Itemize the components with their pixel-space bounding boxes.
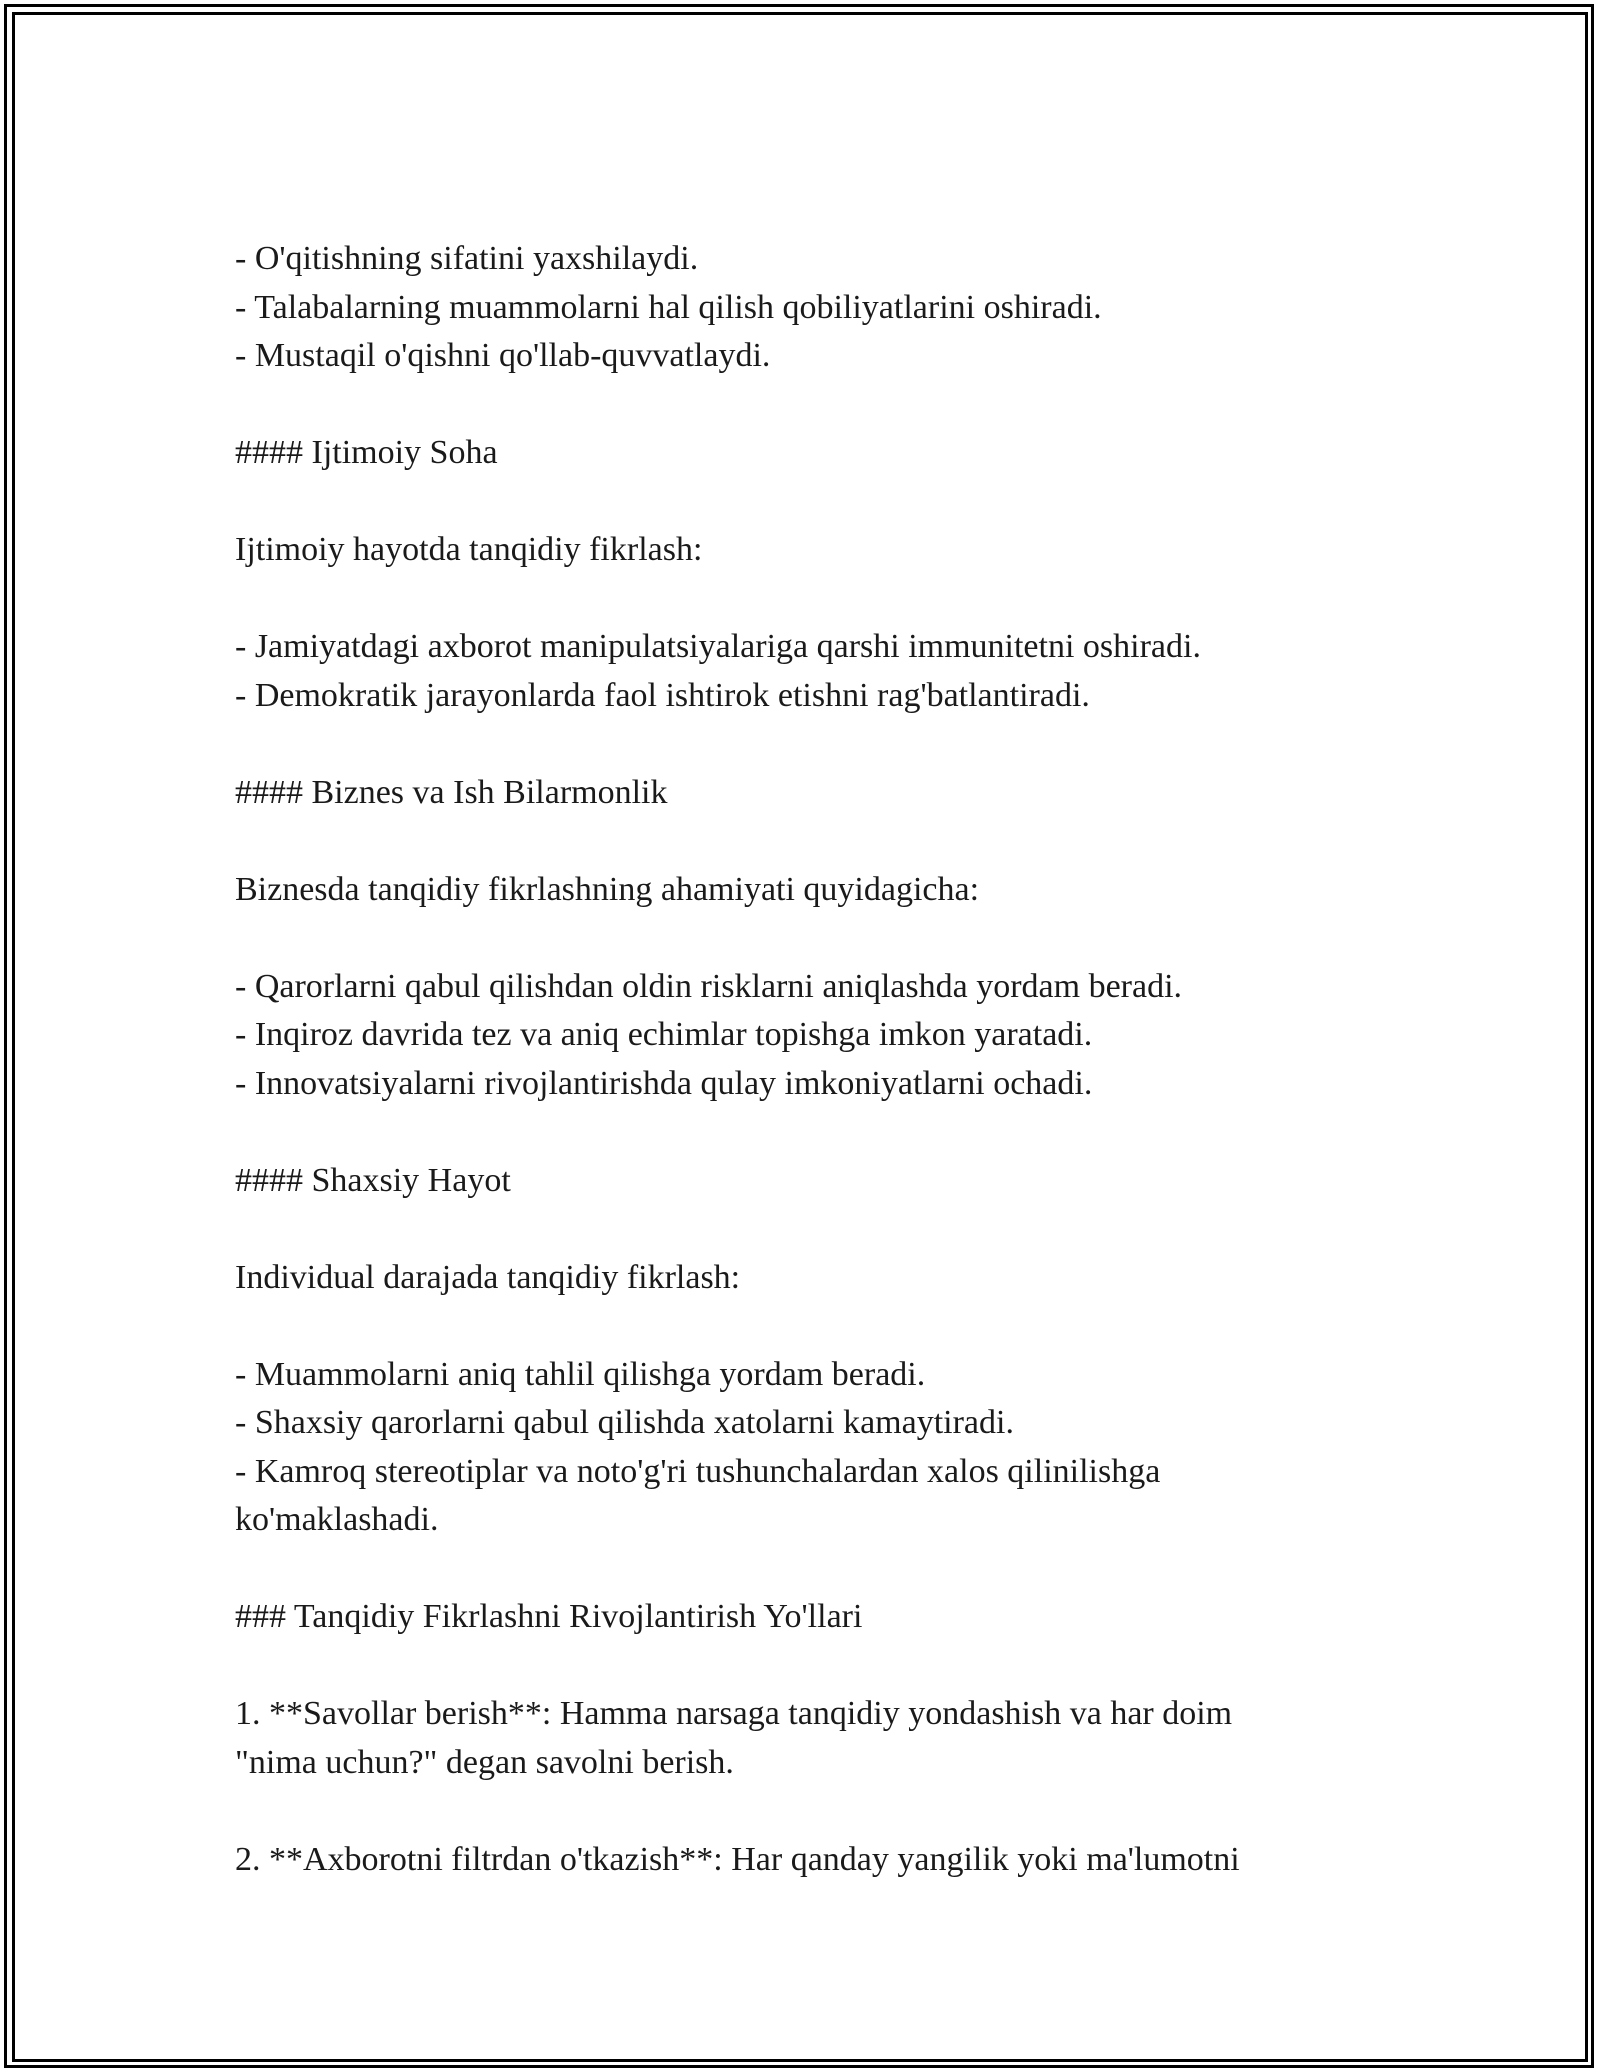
section-heading: #### Biznes va Ish Bilarmonlik xyxy=(235,773,668,811)
blank-line xyxy=(235,1205,1375,1254)
blank-line xyxy=(235,1302,1375,1351)
blank-line xyxy=(235,575,1375,624)
blank-line xyxy=(235,720,1375,769)
bullet-line: - Demokratik jarayonlarda faol ishtirok etishni rag'batlantiradi. xyxy=(235,676,1090,714)
bullet-line: - Qarorlarni qabul qilishdan oldin risklarni aniqlashda yordam beradi. xyxy=(235,967,1183,1005)
bullet-line-continuation: ko'maklashadi. xyxy=(235,1501,439,1538)
section-heading: #### Shaxsiy Hayot xyxy=(235,1161,511,1199)
bullet-line: - Inqiroz davrida tez va aniq echimlar topishga imkon yaratadi. xyxy=(235,1016,1093,1053)
blank-line xyxy=(235,1787,1375,1836)
blank-line xyxy=(235,1642,1375,1691)
section-heading: ### Tanqidiy Fikrlashni Rivojlantirish Yo'llari xyxy=(235,1598,863,1635)
bullet-line: - Jamiyatdagi axborot manipulatsiyalariga qarshi immunitetni oshiradi. xyxy=(235,628,1201,665)
paragraph: Individual darajada tanqidiy fikrlash: xyxy=(235,1258,741,1296)
numbered-item: 1. **Savollar berish**: Hamma narsaga tanqidiy yondashish va har doim xyxy=(235,1695,1233,1732)
bullet-line: - Kamroq stereotiplar va noto'g'ri tushunchalardan xalos qilinilishga xyxy=(235,1452,1161,1490)
bullet-line: - Muammolarni aniq tahlil qilishga yordam beradi. xyxy=(235,1355,926,1393)
bullet-line: - O'qitishning sifatini yaxshilaydi. xyxy=(235,240,699,277)
document-body xyxy=(235,235,1375,1884)
numbered-item: 2. **Axborotni filtrdan o'tkazish**: Har qanday yangilik yoki ma'lumotni xyxy=(235,1840,1240,1878)
blank-line xyxy=(235,478,1375,527)
section-heading: #### Ijtimoiy Soha xyxy=(235,434,498,471)
paragraph: Ijtimoiy hayotda tanqidiy fikrlash: xyxy=(235,531,703,568)
blank-line xyxy=(235,381,1375,430)
blank-line xyxy=(235,817,1375,866)
blank-line xyxy=(235,914,1375,963)
bullet-line: - Mustaqil o'qishni qo'llab-quvvatlaydi. xyxy=(235,337,771,374)
blank-line xyxy=(235,1108,1375,1157)
numbered-item-continuation: "nima uchun?" degan savolni berish. xyxy=(235,1743,734,1781)
bullet-line: - Innovatsiyalarni rivojlantirishda qulay imkoniyatlarni ochadi. xyxy=(235,1064,1093,1102)
bullet-line: - Talabalarning muammolarni hal qilish qobiliyatlarini oshiradi. xyxy=(235,288,1102,326)
paragraph: Biznesda tanqidiy fikrlashning ahamiyati quyidagicha: xyxy=(235,870,980,908)
blank-line xyxy=(235,1545,1375,1594)
bullet-line: - Shaxsiy qarorlarni qabul qilishda xatolarni kamaytiradi. xyxy=(235,1404,1014,1441)
